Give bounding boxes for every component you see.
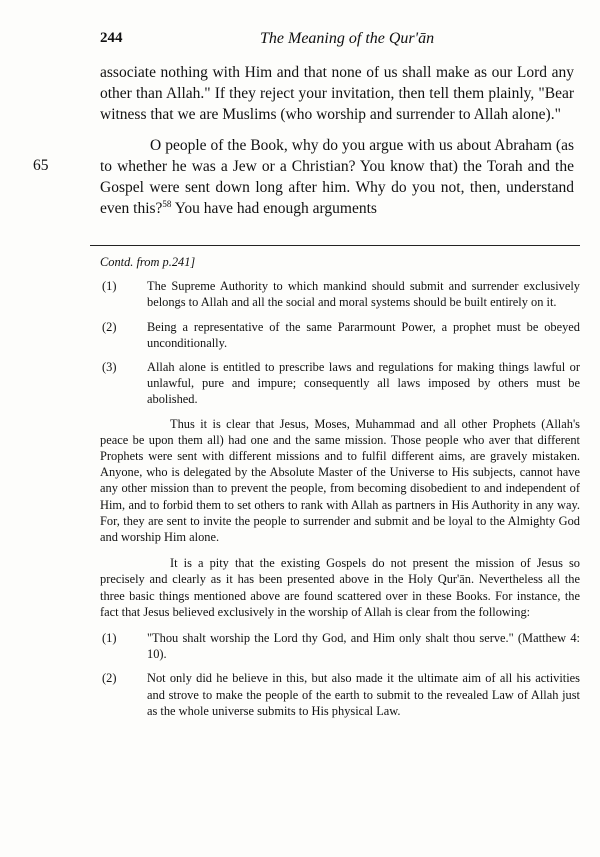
list-item-number: (1) xyxy=(102,279,117,294)
footnote-reference: 58 xyxy=(162,199,172,209)
list-item xyxy=(100,319,580,351)
list-item-text: Not only did he believe in this, but also made it the ultimate aim of all his activities and strove to make the people of the earth to submit to the revealed Law of Allah just as the whole universe submits to His physical Law. xyxy=(147,671,580,718)
list-item-number: (3) xyxy=(102,360,117,375)
list-item xyxy=(100,670,580,719)
continuation-note: Contd. from p.241] xyxy=(100,255,196,269)
footnote-divider xyxy=(90,245,580,246)
running-title: The Meaning of the Qur'ān xyxy=(260,30,435,47)
list-item-number: (2) xyxy=(102,319,117,334)
footnotes xyxy=(100,254,580,727)
list-item-text: Allah alone is entitled to prescribe laws and regulations for making things lawful or unlawful, pure and impure; consequently all laws imposed by others must be abolished. xyxy=(147,360,580,407)
main-paragraph-1: associate nothing with Him and that none of us shall make as our Lord any other than Allah." If they reject your invitation, then tell them plainly, "Bear witness that we are Muslims (who worship and surrender to Allah alone)." xyxy=(100,64,574,123)
list-item xyxy=(100,359,580,408)
list-item-text: The Supreme Authority to which mankind should submit and surrender exclusively belongs to Allah and all the social and moral systems should be built entirely on it. xyxy=(147,279,580,310)
main-text xyxy=(100,62,574,219)
footnote-paragraph: It is a pity that the existing Gospels do not present the mission of Jesus so precisely and clearly as it has been presented above in the Holy Qur'ān. Nevertheless all the three basic things mentioned above are found scattered over in these Books. For instance, the fact that Jesus believed exclusively in the worship of Allah is clear from the following: xyxy=(100,556,580,619)
list-item-text: Being a representative of the same Pararmount Power, a prophet must be obeyed unconditionally. xyxy=(147,319,580,350)
main-paragraph-2-text: O people of the Book, why do you argue with us about Abraham (as to whether he was a Jew or a Christian? You know that) the Torah and the Gospel were sent down long after him. Why do you not, then, understand even this? xyxy=(100,137,574,217)
page-number: 244 xyxy=(100,30,123,46)
list-item-number: (1) xyxy=(102,631,117,646)
list-item-number: (2) xyxy=(102,671,117,686)
list-item-text: "Thou shalt worship the Lord thy God, and Him only shalt thou serve." (Matthew 4: 10). xyxy=(147,631,580,662)
main-paragraph-2-tail: You have had enough arguments xyxy=(171,200,377,217)
page-header xyxy=(100,30,580,50)
list-item xyxy=(100,278,580,310)
main-paragraph-2 xyxy=(100,135,574,219)
verse-number: 65 xyxy=(33,157,49,174)
footnote-paragraph: Thus it is clear that Jesus, Moses, Muhammad and all other Prophets (Allah's peace be upon them all) had one and the same mission. Those people who aver that different Prophets were sent with different missions and to fulfil different aims, are gravely mistaken. Anyone, who is delegated by the Absolute Master of the Universe to His subjects, cannot have any other mission than to prevent the people, from becoming disobedient to and independent of Him, and to forbid them to set others to rank with Allah as partners in His Authority in any way. For, they are sent to invite the people to surrender and submit and be loyal to the Almighty God and worship Him alone. xyxy=(100,416,580,545)
list-item xyxy=(100,630,580,662)
